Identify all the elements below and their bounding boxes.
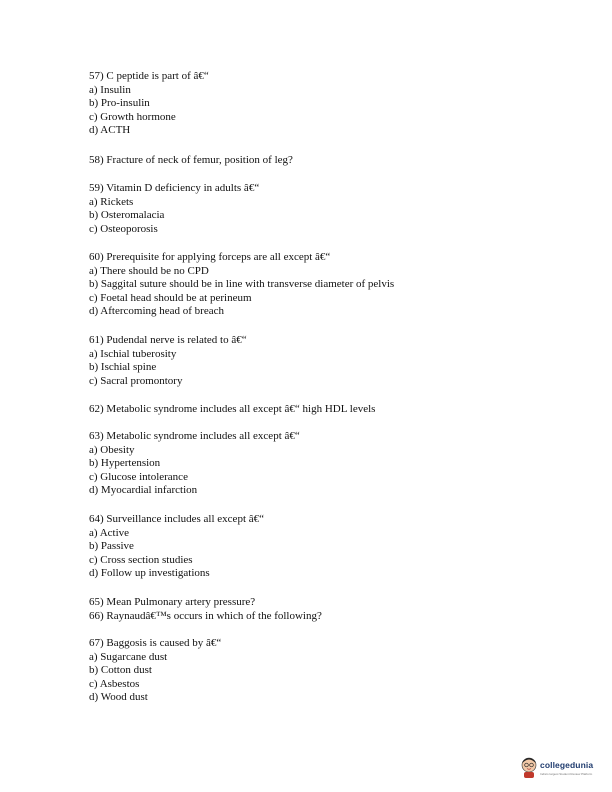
option: a) Sugarcane dust	[89, 650, 168, 663]
brand-tagline: India's largest Student Review Platform	[540, 772, 593, 776]
option: d) Follow up investigations	[89, 567, 210, 580]
question-text: 62) Metabolic syndrome includes all except â€“ high HDL levels	[89, 403, 376, 415]
question-text: 59) Vitamin D deficiency in adults â€“	[89, 182, 260, 194]
option: c) Osteoporosis	[89, 222, 158, 235]
option: c) Foetal head should be at perineum	[89, 291, 252, 304]
question-text: 67) Baggosis is caused by â€“	[89, 637, 222, 649]
option: d) Myocardial infarction	[89, 484, 198, 497]
option: c) Asbestos	[89, 677, 140, 690]
question-text: 63) Metabolic syndrome includes all except â€“	[89, 430, 300, 442]
option: b) Cotton dust	[89, 664, 152, 677]
question-text: 58) Fracture of neck of femur, position of leg?	[89, 154, 293, 166]
question-text: 61) Pudendal nerve is related to â€“	[89, 334, 247, 346]
question-60	[89, 251, 394, 319]
option: c) Sacral promontory	[89, 374, 183, 387]
question-text: 66) Raynaudâ€™s occurs in which of the following?	[89, 609, 322, 622]
option: a) Ischial tuberosity	[89, 347, 177, 360]
question-text: 57) C peptide is part of â€“	[89, 70, 209, 82]
option: a) Insulin	[89, 83, 131, 96]
question-65-66	[89, 596, 322, 623]
option: a) Obesity	[89, 443, 135, 456]
option: d) Wood dust	[89, 691, 148, 704]
question-62	[89, 403, 375, 417]
option: b) Passive	[89, 540, 134, 553]
question-61	[89, 334, 247, 388]
option: a) Active	[89, 526, 130, 539]
question-63	[89, 430, 300, 498]
option: d) ACTH	[89, 124, 131, 137]
option: b) Osteromalacia	[89, 209, 165, 222]
option: b) Saggital suture should be in line with transverse diameter of pelvis	[89, 278, 395, 291]
brand-name: collegedunia	[540, 760, 594, 770]
question-text: 65) Mean Pulmonary artery pressure?	[89, 596, 256, 608]
question-67	[89, 637, 221, 705]
mascot-icon	[520, 756, 538, 778]
option: b) Ischial spine	[89, 361, 157, 374]
option: b) Hypertension	[89, 457, 161, 470]
collegedunia-logo	[520, 756, 600, 782]
question-59	[89, 182, 259, 236]
question-text: 60) Prerequisite for applying forceps are all except â€“	[89, 251, 331, 263]
option: b) Pro-insulin	[89, 97, 150, 110]
option: c) Cross section studies	[89, 553, 193, 566]
option: d) Aftercoming head of breach	[89, 305, 224, 318]
question-text: 64) Surveillance includes all except â€“	[89, 513, 265, 525]
option: c) Growth hormone	[89, 110, 176, 123]
question-57	[89, 70, 209, 138]
question-64	[89, 513, 264, 581]
option: a) Rickets	[89, 195, 134, 208]
question-58	[89, 154, 293, 168]
option: c) Glucose intolerance	[89, 470, 188, 483]
option: a) There should be no CPD	[89, 264, 209, 277]
